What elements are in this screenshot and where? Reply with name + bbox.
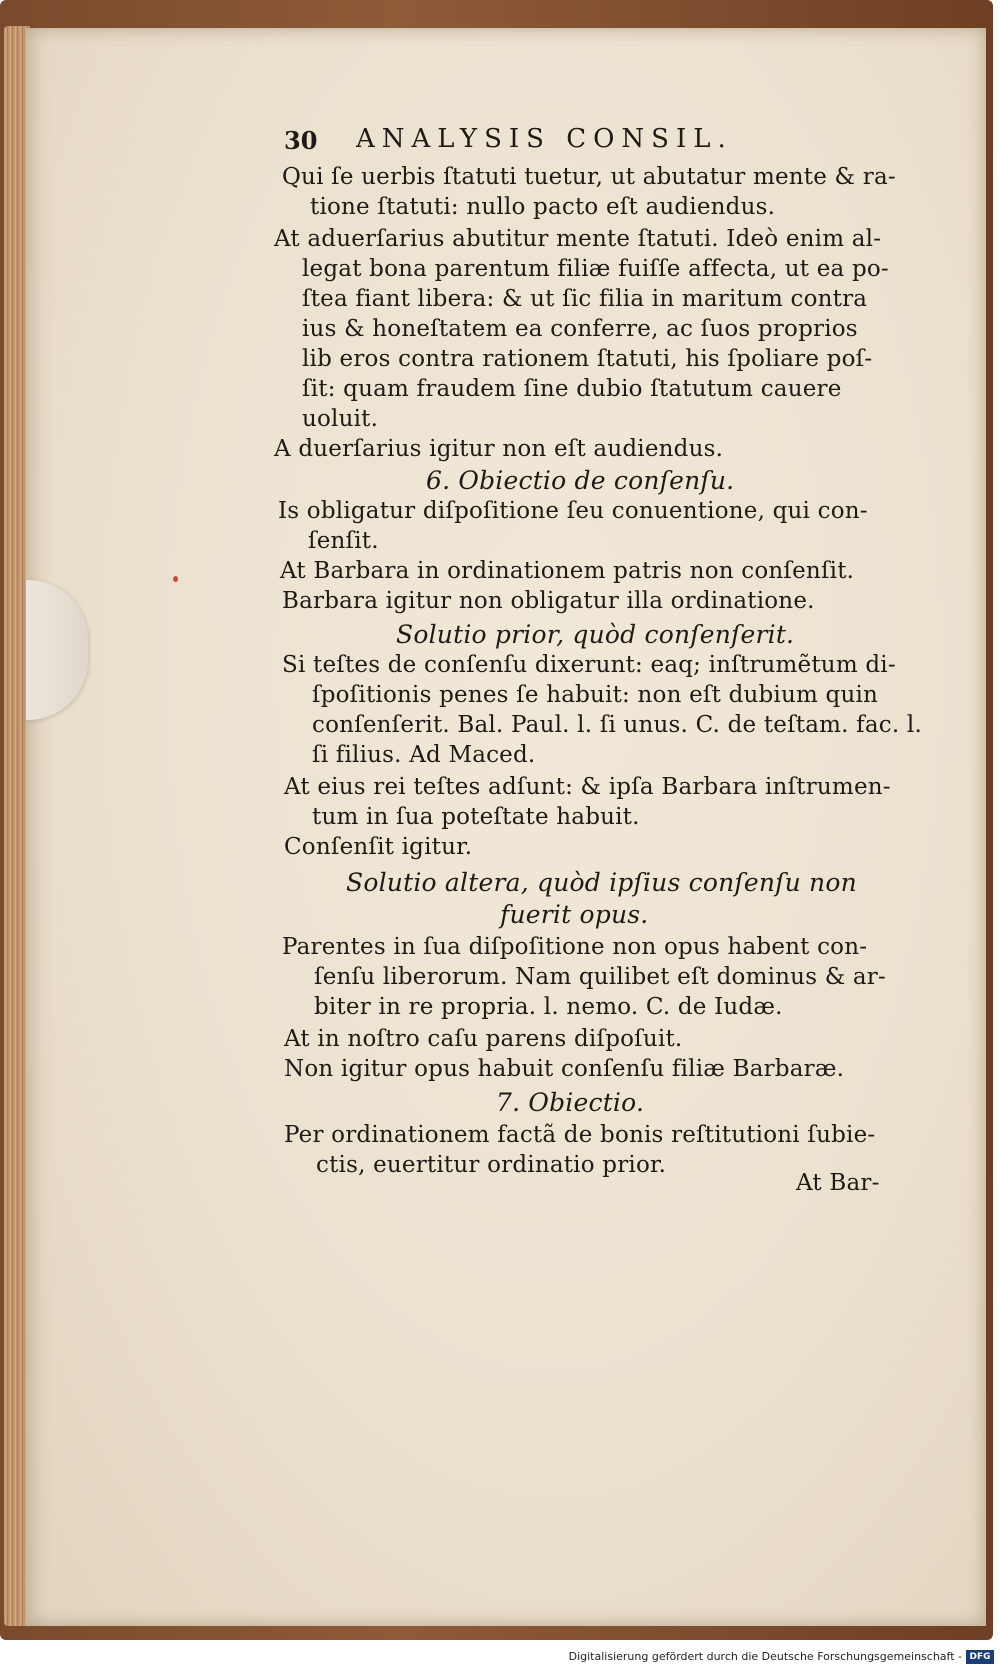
text-line: tione ſtatuti: nullo pacto eſt audiendus. bbox=[310, 194, 776, 220]
dfg-logo: DFG bbox=[966, 1650, 994, 1664]
text-line: ſit: quam fraudem ſine dubio ſtatutum cauere bbox=[302, 376, 842, 402]
text-line: conſenſerit. Bal. Paul. l. ſi unus. C. de teſtam. fac. l. bbox=[312, 712, 922, 738]
text-line: A duerſarius igitur non eſt audiendus. bbox=[274, 436, 724, 462]
text-line: ſtea fiant libera: & ut ſic filia in maritum contra bbox=[302, 286, 868, 312]
page-text bbox=[26, 28, 986, 1626]
text-line: ſi filius. Ad Maced. bbox=[312, 742, 536, 768]
page-number: 30 bbox=[284, 126, 318, 155]
running-head: ANALYSIS CONSIL. bbox=[356, 124, 733, 154]
section-heading: Solutio altera, quòd ipſius conſenſu non bbox=[346, 868, 857, 897]
text-line: tum in ſua poteſtate habuit. bbox=[312, 804, 640, 830]
section-heading: fuerit opus. bbox=[500, 900, 649, 929]
text-line: Barbara igitur non obligatur illa ordinatione. bbox=[282, 588, 815, 614]
text-line: Conſenſit igitur. bbox=[284, 834, 473, 860]
text-line: legat bona parentum filiæ fuiſſe affecta, ut ea po- bbox=[302, 256, 889, 282]
text-line: Is obligatur diſpoſitione ſeu conuentione, qui con- bbox=[278, 498, 868, 524]
text-line: biter in re propria. l. nemo. C. de Iudæ. bbox=[314, 994, 783, 1020]
text-line: At eius rei teſtes adſunt: & ipſa Barbara inſtrumen- bbox=[284, 774, 891, 800]
text-line: ſenſit. bbox=[308, 528, 379, 554]
text-line: ctis, euertitur ordinatio prior. bbox=[316, 1152, 667, 1178]
text-line: Parentes in ſua diſpoſitione non opus habent con- bbox=[282, 934, 868, 960]
text-line: lib eros contra rationem ſtatuti, his ſpoliare poſ- bbox=[302, 346, 873, 372]
funding-credit: Digitalisierung gefördert durch die Deutsche Forschungsgemeinschaft - bbox=[568, 1650, 962, 1663]
text-line: Qui ſe uerbis ſtatuti tuetur, ut abutatur mente & ra- bbox=[282, 164, 896, 190]
text-line: At Barbara in ordinationem patris non conſenſit. bbox=[280, 558, 855, 584]
text-line: Si teſtes de conſenſu dixerunt: eaq; inſtrumẽtum di- bbox=[282, 652, 896, 678]
section-heading: Solutio prior, quòd conſenſerit. bbox=[396, 620, 795, 649]
catchword: At Bar- bbox=[796, 1170, 880, 1196]
text-line: ius & honeſtatem ea conferre, ac ſuos proprios bbox=[302, 316, 858, 342]
text-line: Non igitur opus habuit conſenſu filiæ Barbaræ. bbox=[284, 1056, 845, 1082]
text-line: At in noſtro caſu parens diſpoſuit. bbox=[284, 1026, 683, 1052]
text-line: At aduerſarius abutitur mente ſtatuti. Ideò enim al- bbox=[274, 226, 882, 252]
text-line: ſenſu liberorum. Nam quilibet eſt dominus & ar- bbox=[314, 964, 886, 990]
text-line: uoluit. bbox=[302, 406, 379, 432]
section-heading: 6. Obiectio de conſenſu. bbox=[426, 466, 735, 495]
text-line: Per ordinationem factã de bonis reſtitutioni ſubie- bbox=[284, 1122, 876, 1148]
text-line: ſpoſitionis penes ſe habuit: non eſt dubium quin bbox=[312, 682, 879, 708]
section-heading: 7. Obiectio. bbox=[496, 1088, 645, 1117]
page bbox=[26, 28, 986, 1626]
footer-bar bbox=[0, 1645, 1000, 1670]
